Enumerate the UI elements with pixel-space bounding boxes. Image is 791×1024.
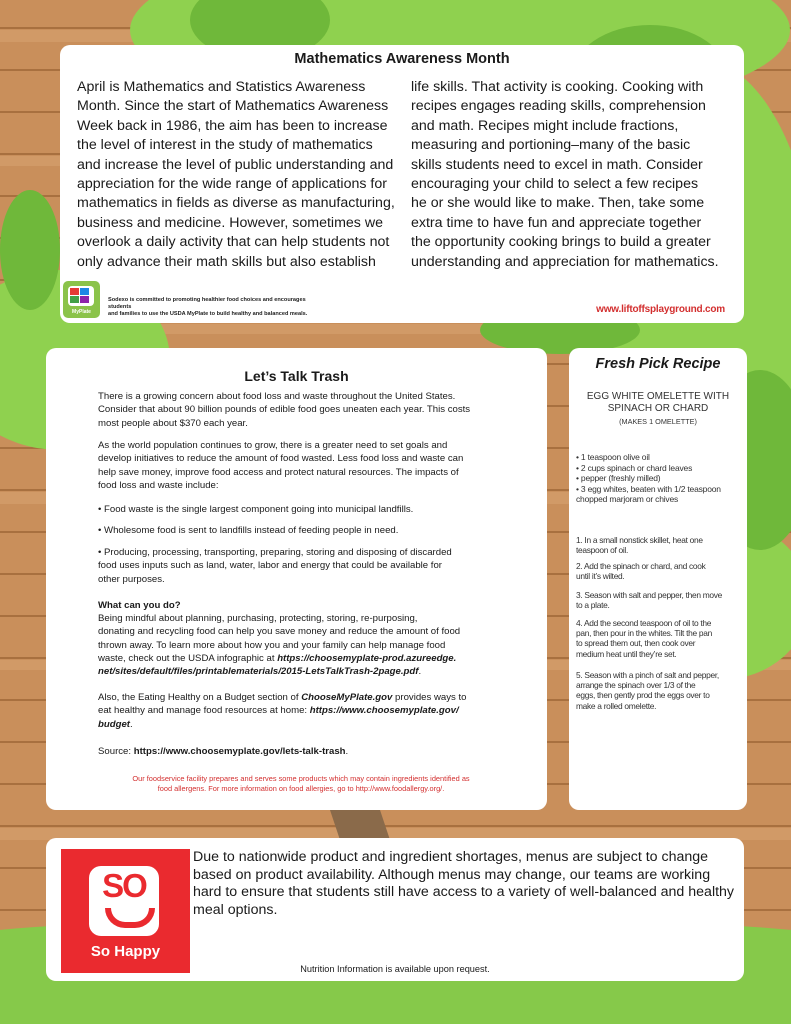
choosemyplate-site[interactable]: ChooseMyPlate.gov <box>301 692 393 703</box>
recipe-step-3: 3. Season with salt and pepper, then move to a plate. <box>576 590 722 611</box>
recipe-step-5: 5. Season with a pinch of salt and pepper, arrange the spinach over 1/3 of the eggs, then gently prod the eggs over to make a rolled omelette. <box>576 670 719 711</box>
recipe-ingredients: • 1 teaspoon olive oil • 2 cups spinach or chard leaves • pepper (freshly milled) • 3 egg whites, beaten with 1/2 teaspoon chopped marjoram or chives <box>576 452 721 505</box>
so-happy-label: So Happy <box>90 943 161 960</box>
allergen-disclaimer: Our foodservice facility prepares and serves some products which may contain ingredients identified as food allergens. For more information on food allergies, go to http://www.foodallergy.org/. <box>132 774 470 793</box>
recipe-name: EGG WHITE OMELETTE WITH SPINACH OR CHARD <box>586 391 730 414</box>
trash-source: Source: https://www.choosemyplate.gov/lets-talk-trash. <box>98 746 349 757</box>
recipe-yield: (MAKES 1 OMELETTE) <box>619 417 697 426</box>
trash-paragraph-4: Also, the Eating Healthy on a Budget section of ChooseMyPlate.gov provides ways to eat healthy and manage food resources at home: https://www.choosemyplate.gov/ budget. <box>98 692 467 730</box>
math-awareness-card <box>60 45 744 323</box>
recipe-step-2: 2. Add the spinach or chard, and cook until it’s wilted. <box>576 561 706 582</box>
myplate-logo <box>63 281 100 318</box>
infographic-link[interactable]: https://choosemyplate-prod.azureedge. net/sites/default/files/printablematerials/2015-LetsTalkTrash-2page.pdf <box>98 652 457 678</box>
so-glyph: SO <box>102 867 146 904</box>
recipe-step-4: 4. Add the second teaspoon of oil to the pan, then pour in the whites. Tilt the pan to spread them out, then cook over medium heat until they’re set. <box>576 618 712 659</box>
trash-bullet-1: • Food waste is the single largest component going into municipal landfills. <box>98 504 414 515</box>
trash-paragraph-1: There is a growing concern about food loss and waste throughout the United States. Consider that about 90 billion pounds of edible food goes uneaten each year. This costs most people about $370 each year. <box>98 391 471 429</box>
recipe-card <box>569 348 747 810</box>
recipe-title: Fresh Pick Recipe <box>595 356 721 372</box>
math-text-col1: April is Mathematics and Statistics Awareness Month. Since the start of Mathematics Awareness Week back in 1986, the aim has been to increase the level of interest in the study of mathematics and increase the level of public understanding and appreciation for the wide range of applications for mathematics in fields as diverse as manufacturing, business and medicine. However, sometimes we overlook a daily activity that can help students not only advance their math skills but also establish <box>77 79 395 270</box>
smile-icon <box>89 866 159 936</box>
sodexo-statement: Sodexo is committed to promoting healthier food choices and encourages students and families to use the USDA MyPlate to build healthy and balanced meals. <box>108 297 308 317</box>
so-happy-logo <box>61 849 190 973</box>
math-text-col2: life skills. That activity is cooking. Cooking with recipes engages reading skills, comprehension and math. Recipes might include fractions, measuring and portioning–many of the basic skills students need to excel in math. Consider encouraging your child to select a few recipes he or she would like to make. Then, take some extra time to have fun and appreciate together the opportunity cooking brings to build a greater understanding and appreciation for mathematics. <box>411 79 719 270</box>
menu-notice-card <box>46 838 744 981</box>
website-link[interactable]: www.liftoffsplayground.com <box>596 304 725 315</box>
myplate-label: MyPlate <box>72 309 91 315</box>
trash-paragraph-3: Being mindful about planning, purchasing, protecting, storing, re-purposing, donating and recycling food can help you save money and reduce the amount of food thrown away. To learn more about how you and your family can help manage food waste, check out the USDA infographic at https://choosemyplate-prod.azureedge. net/sites/default/files/printablematerials/2015-LetsTalkTrash-2page.pdf. <box>98 613 461 678</box>
trash-title: Let’s Talk Trash <box>244 368 349 384</box>
trash-bullet-2: • Wholesome food is sent to landfills instead of feeding people in need. <box>98 525 399 536</box>
trash-heading: What can you do? <box>98 600 181 611</box>
trash-card <box>46 348 547 810</box>
budget-link[interactable]: https://www.choosemyplate.gov/ budget <box>98 705 459 730</box>
source-link[interactable]: https://www.choosemyplate.gov/lets-talk-trash <box>133 746 346 757</box>
trash-bullet-3: • Producing, processing, transporting, preparing, storing and disposing of discarded food uses inputs such as land, water, labor and energy that could be available for other purposes. <box>98 547 452 585</box>
math-title: Mathematics Awareness Month <box>294 51 510 67</box>
menu-change-message: Due to nationwide product and ingredient shortages, menus are subject to change based on product availability. Although menus may change, our teams are working hard to ensure that students still have access to a variety of well-balanced and healthy meal options. <box>193 849 735 918</box>
nutrition-info-note: Nutrition Information is available upon request. <box>300 964 490 974</box>
recipe-step-1: 1. In a small nonstick skillet, heat one teaspoon of oil. <box>576 535 703 556</box>
trash-paragraph-2: As the world population continues to grow, there is a greater need to set goals and develop initiatives to reduce the amount of food wasted. Less food loss and waste can help save money, improve food access and protect natural resources. The impacts of food loss and waste include: <box>98 440 464 491</box>
